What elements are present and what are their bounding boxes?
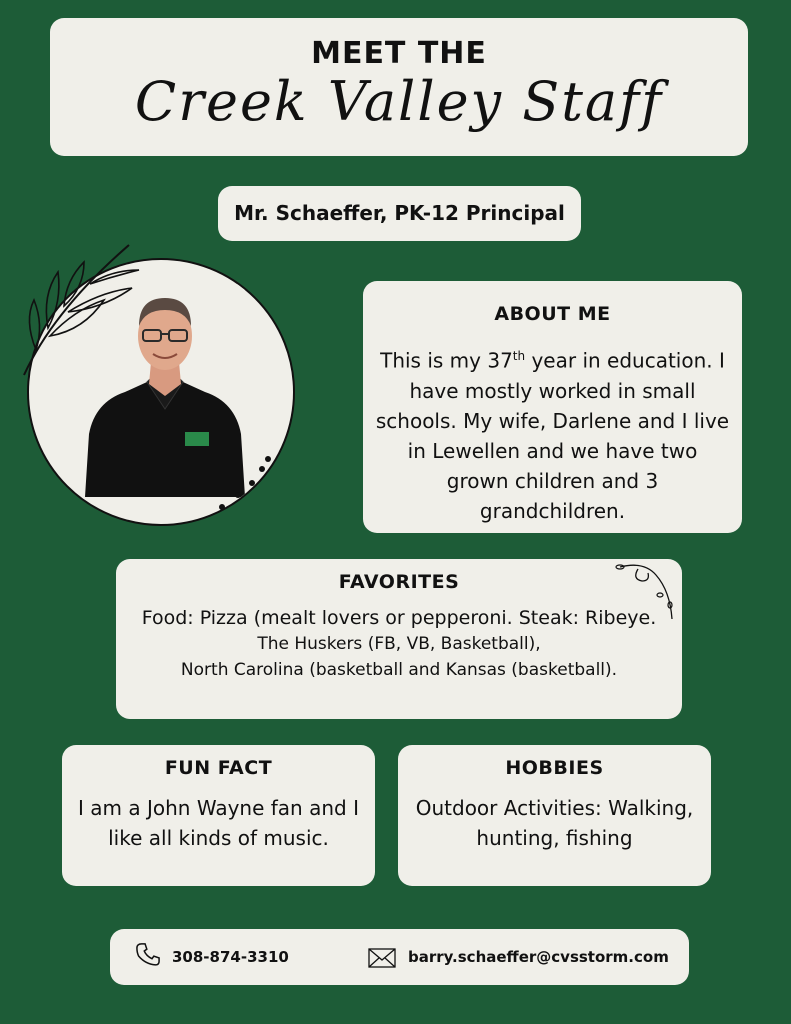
about-me-text-rest: year in education. I have mostly worked in small schools. My wife, Darlene and I live in Lewellen and we have two grown children and 3 grandchildren.: [375, 348, 730, 523]
favorites-food: Food: Pizza (mealt lovers or pepperoni. Steak: Ribeye.: [141, 607, 657, 629]
email-address[interactable]: barry.schaeffer@cvsstorm.com: [408, 948, 669, 966]
hobbies-title: HOBBIES: [505, 757, 604, 779]
favorites-title: FAVORITES: [338, 571, 460, 593]
phone-icon: [134, 941, 162, 969]
fun-fact-title: FUN FACT: [164, 757, 273, 779]
hobbies-text: Outdoor Activities: Walking, hunting, fishing: [415, 796, 694, 850]
contact-card: [110, 929, 689, 985]
about-me-title: ABOUT ME: [494, 303, 611, 325]
fun-fact-card: [62, 745, 375, 886]
swirl-decoration: [614, 561, 684, 623]
dots-decoration: [214, 455, 284, 515]
name-card: [218, 186, 581, 241]
header-card: [50, 18, 748, 156]
about-me-text: [363, 341, 742, 526]
favorites-card: [116, 559, 682, 719]
favorites-basketball: North Carolina (basketball and Kansas (basketball).: [180, 660, 618, 680]
header-script-title: Creek Valley Staff: [134, 70, 664, 133]
staff-name: Mr. Schaeffer, PK-12 Principal: [234, 201, 565, 225]
fun-fact-text: I am a John Wayne fan and I like all kinds of music.: [78, 796, 359, 850]
about-me-text-start: This is my 37: [380, 348, 513, 373]
favorites-teams: The Huskers (FB, VB, Basketball),: [257, 634, 541, 654]
about-me-superscript: th: [512, 349, 526, 363]
header-title: MEET THE: [311, 36, 487, 71]
about-me-card: [363, 281, 742, 533]
hobbies-card: [398, 745, 711, 886]
phone-number[interactable]: 308-874-3310: [172, 948, 289, 966]
leaf-branch-decoration: [14, 240, 144, 380]
envelope-icon: [368, 948, 396, 968]
